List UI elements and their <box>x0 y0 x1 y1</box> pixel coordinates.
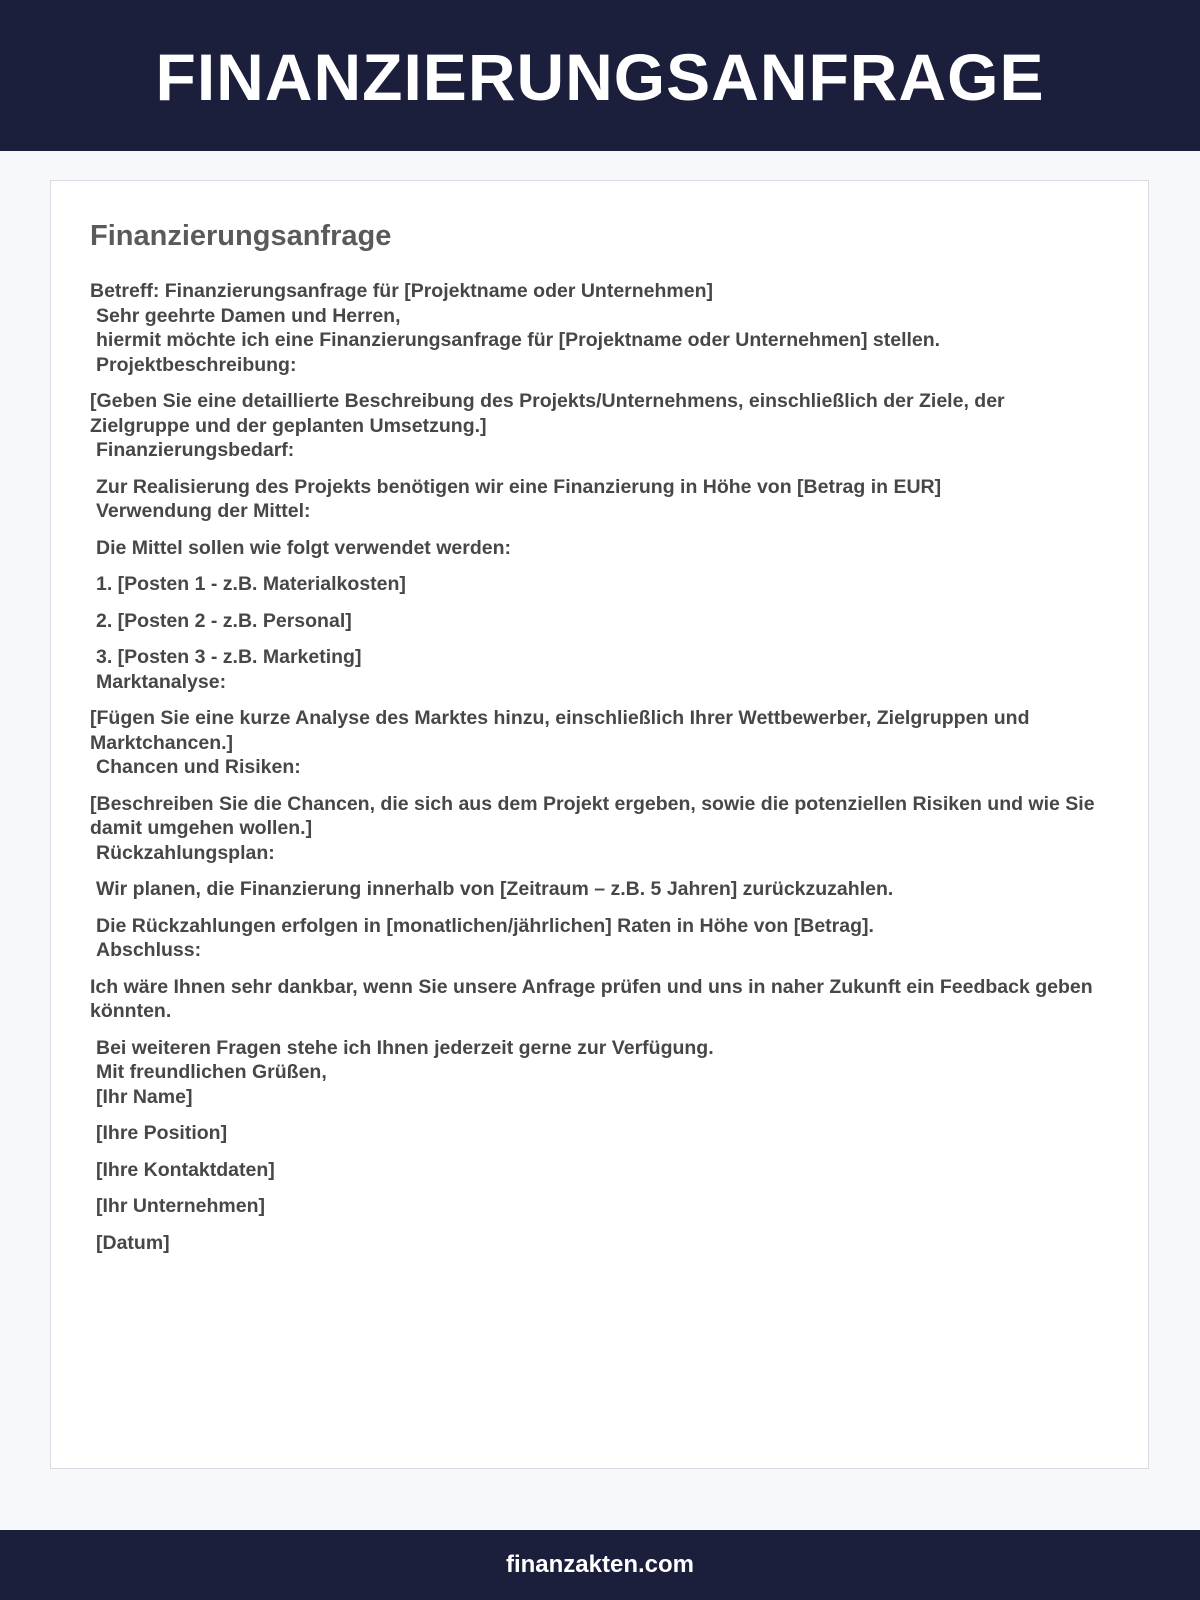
closing-text: Ich wäre Ihnen sehr dankbar, wenn Sie unsere Anfrage prüfen und uns in naher Zukunft ein Feedback geben könnten. <box>90 975 1093 1022</box>
signature-line: [Ihr Name] <box>96 1085 193 1108</box>
document-body <box>90 279 1100 1255</box>
repayment-text: Die Rückzahlungen erfolgen in [monatlichen/jährlichen] Raten in Höhe von [Betrag]. <box>96 914 874 937</box>
section-heading-market: Marktanalyse: <box>96 670 227 693</box>
usage-intro-text: Die Mittel sollen wie folgt verwendet werden: <box>96 536 511 559</box>
signature-line: [Datum] <box>96 1231 170 1254</box>
signature-line: [Ihr Unternehmen] <box>96 1195 266 1217</box>
salutation: Sehr geehrte Damen und Herren, <box>96 304 401 327</box>
usage-list-item: 2. [Posten 2 - z.B. Personal] <box>96 609 352 632</box>
closing-offer-text: Bei weiteren Fragen stehe ich Ihnen jederzeit gerne zur Verfügung. <box>96 1036 714 1059</box>
page-header <box>0 0 1200 151</box>
funding-text: Zur Realisierung des Projekts benötigen wir eine Finanzierung in Höhe von [Betrag in EUR] <box>96 475 942 498</box>
section-heading-funding: Finanzierungsbedarf: <box>96 439 295 461</box>
footer-site-name: finanzakten.com <box>505 1551 695 1578</box>
document-title: Finanzierungsanfrage <box>90 220 392 252</box>
project-description-text: [Geben Sie eine detaillierte Beschreibung des Projekts/Unternehmens, einschließlich der Ziele, der Zielgruppe und der geplanten Umsetzung.] <box>90 390 1005 437</box>
usage-list-item: 1. [Posten 1 - z.B. Materialkosten] <box>96 573 406 595</box>
header-title: FINANZIERUNGSANFRAGE <box>155 39 1045 114</box>
section-heading-project: Projektbeschreibung: <box>96 353 297 376</box>
signature-line: [Ihre Kontaktdaten] <box>96 1158 275 1181</box>
subject-line: Betreff: Finanzierungsanfrage für [Projektname oder Unternehmen] <box>90 280 714 302</box>
market-analysis-text: [Fügen Sie eine kurze Analyse des Marktes hinzu, einschließlich Ihrer Wettbewerber, Zielgruppen und Marktchancen.] <box>90 707 1030 754</box>
signature-line: [Ihre Position] <box>96 1122 228 1144</box>
risks-text: [Beschreiben Sie die Chancen, die sich aus dem Projekt ergeben, sowie die potenziellen Risiken und wie Sie damit umgehen wollen.] <box>90 792 1095 839</box>
usage-list-item: 3. [Posten 3 - z.B. Marketing] <box>96 646 362 668</box>
section-heading-risks: Chancen und Risiken: <box>96 756 301 778</box>
repayment-text: Wir planen, die Finanzierung innerhalb von [Zeitraum – z.B. 5 Jahren] zurückzuzahlen. <box>96 878 894 900</box>
section-heading-usage: Verwendung der Mittel: <box>96 500 311 522</box>
document-card <box>50 180 1149 1469</box>
regards-text: Mit freundlichen Grüßen, <box>96 1061 327 1083</box>
section-heading-repayment: Rückzahlungsplan: <box>96 841 275 864</box>
page-footer <box>0 1530 1200 1600</box>
section-heading-closing: Abschluss: <box>96 939 202 961</box>
intro-text: hiermit möchte ich eine Finanzierungsanfrage für [Projektname oder Unternehmen] stellen. <box>96 329 941 351</box>
